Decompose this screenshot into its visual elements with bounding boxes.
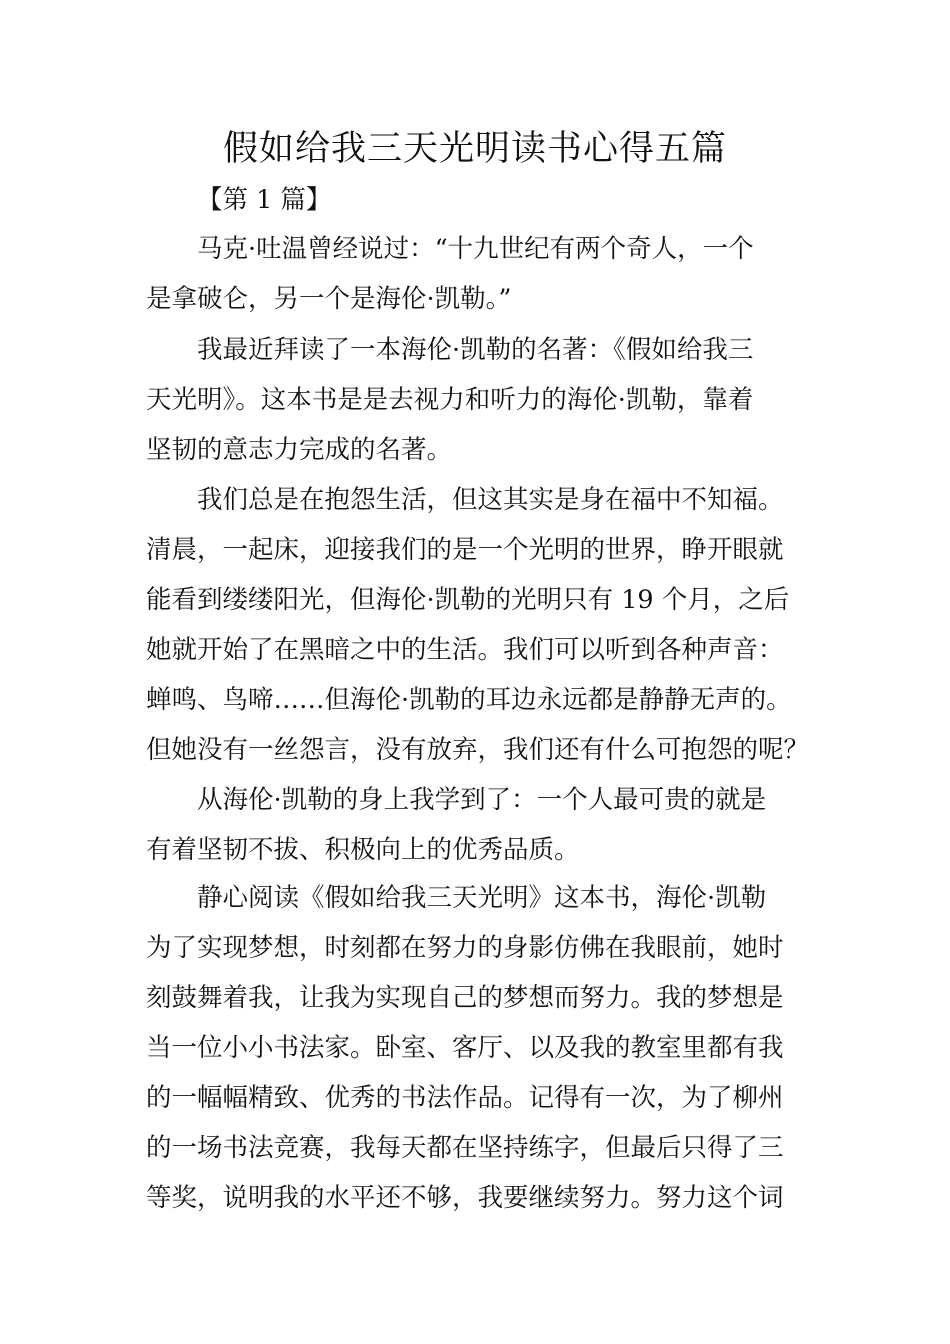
section-heading: 【第 1 篇】 (197, 185, 332, 215)
paragraph-line: 等奖，说明我的水平还不够，我要继续努力。努力这个词 (146, 1183, 784, 1213)
paragraph-line: 我最近拜读了一本海伦·凯勒的名著：《假如给我三 (197, 335, 754, 365)
paragraph-line: 的一幅幅精致、优秀的书法作品。记得有一次，为了柳州 (146, 1083, 784, 1113)
paragraph-line: 马克·吐温曾经说过：“十九世纪有两个奇人，一个 (197, 234, 754, 264)
paragraph-line: 从海伦·凯勒的身上我学到了：一个人最可贵的就是 (197, 785, 767, 815)
paragraph-line: 清晨，一起床，迎接我们的是一个光明的世界，睁开眼就 (146, 535, 784, 565)
paragraph-line: 静心阅读《假如给我三天光明》这本书，海伦·凯勒 (197, 883, 767, 913)
paragraph-line: 我们总是在抱怨生活，但这其实是身在福中不知福。 (197, 485, 784, 515)
paragraph-line: 天光明》。这本书是是去视力和听力的海伦·凯勒，靠着 (146, 385, 754, 415)
paragraph-line: 是拿破仑，另一个是海伦·凯勒。” (146, 284, 512, 314)
paragraph-line: 刻鼓舞着我，让我为实现自己的梦想而努力。我的梦想是 (146, 983, 784, 1013)
paragraph-line: 有着坚韧不拔、积极向上的优秀品质。 (146, 835, 580, 865)
paragraph-line: 为了实现梦想，时刻都在努力的身影仿佛在我眼前，她时 (146, 933, 784, 963)
paragraph-line: 坚韧的意志力完成的名著。 (146, 435, 453, 465)
paragraph-line: 蝉鸣、鸟啼……但海伦·凯勒的耳边永远都是静静无声的。 (146, 685, 792, 715)
paragraph-line: 她就开始了在黑暗之中的生活。我们可以听到各种声音： (146, 635, 784, 665)
paragraph-line: 能看到缕缕阳光，但海伦·凯勒的光明只有 19 个月，之后 (146, 585, 790, 615)
document-title: 假如给我三天光明读书心得五篇 (222, 129, 727, 169)
paragraph-line: 但她没有一丝怨言，没有放弃，我们还有什么可抱怨的呢？ (146, 735, 810, 765)
paragraph-line: 的一场书法竞赛，我每天都在坚持练字，但最后只得了三 (146, 1133, 784, 1163)
paragraph-line: 当一位小小书法家。卧室、客厅、以及我的教室里都有我 (146, 1033, 784, 1063)
